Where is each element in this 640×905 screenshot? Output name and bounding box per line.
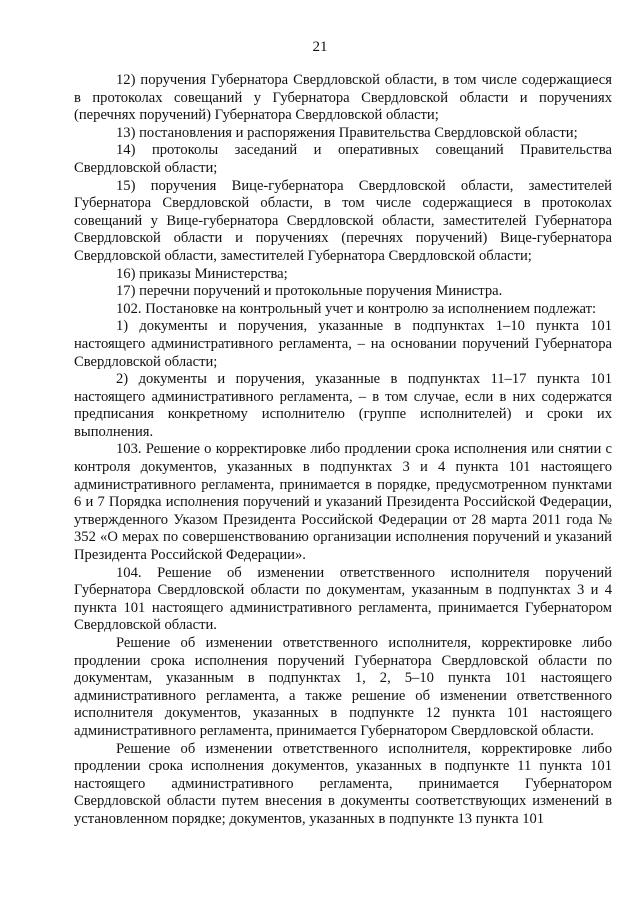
page-number: 21 bbox=[312, 39, 328, 55]
paragraph-clause-104: 104. Решение об изменении ответственного исполнителя поручений Губернатора Свердловской области по документам, указанным в подпунктах 3 и 4 пункта 101 настоящего административного регламента, принимается Губернатором Свердловской области. bbox=[74, 564, 612, 634]
paragraph-item-16: 16) приказы Министерства; bbox=[116, 265, 288, 282]
paragraph-item-15: 15) поручения Вице-губернатора Свердловской области, заместителей Губернатора Свердловской области, в том числе содержащиеся в протоколах совещаний у Вице-губернатора Свердловской области, заместителей Губернатора Свердловской области и поручениях (перечнях поручений) Вице-губернатора Свердловской области, заместителей Губернатора Свердловской области; bbox=[74, 177, 612, 264]
body-text bbox=[74, 72, 612, 829]
paragraph-item-13: 13) постановления и распоряжения Правительства Свердловской области; bbox=[116, 124, 578, 141]
paragraph-clause-102: 102. Постановке на контрольный учет и контролю за исполнением подлежат: bbox=[116, 300, 597, 317]
paragraph-clause-103: 103. Решение о корректировке либо продлении срока исполнения или снятии с контроля документов, указанных в подпунктах 3 и 4 пункта 101 настоящего административного регламента, принимается в порядке, предусмотренном пунктами 6 и 7 Порядка исполнения поручений и указаний Президента Российской Федерации, утвержденного Указом Президента Российской Федерации от 28 марта 2011 года № 352 «О мерах по совершенствованию организации исполнения поручений и указаний Президента Российской Федерации». bbox=[74, 441, 612, 564]
paragraph-item-17: 17) перечни поручений и протокольные поручения Министра. bbox=[116, 283, 503, 300]
paragraph-clause-102-1: 1) документы и поручения, указанные в подпунктах 1–10 пункта 101 настоящего административного регламента, – на основании поручений Губернатора Свердловской области; bbox=[74, 318, 612, 370]
paragraph-clause-104-b: Решение об изменении ответственного исполнителя, корректировке либо продлении срока исполнения поручений Губернатора Свердловской области по документам, указанным в подпунктах 1, 2, 5–10 пункта 101 настоящего административного регламента, а также решение об изменении ответственного исполнителя документов, указанных в подпункте 12 пункта 101 настоящего административного регламента, принимается Губернатором Свердловской области. bbox=[74, 635, 612, 739]
paragraph-item-12: 12) поручения Губернатора Свердловской области, в том числе содержащиеся в протоколах совещаний у Губернатора Свердловской области и поручениях (перечнях поручений) Губернатора Свердловской области; bbox=[74, 72, 612, 124]
paragraph-clause-104-c: Решение об изменении ответственного исполнителя, корректировке либо продлении срока исполнения документов, указанных в подпункте 11 пункта 101 настоящего административного регламента, принимается Губернатором Свердловской области путем внесения в документы соответствующих изменений в установленном порядке; документов, указанных в подпункте 13 пункта 101 bbox=[74, 740, 612, 827]
paragraph-item-14: 14) протоколы заседаний и оперативных совещаний Правительства Свердловской области; bbox=[74, 142, 612, 176]
paragraph-clause-102-2: 2) документы и поручения, указанные в подпунктах 11–17 пункта 101 настоящего административного регламента, – в том случае, если в них содержатся предписания конкретному исполнителю (группе исполнителей) и сроки их выполнения. bbox=[74, 371, 612, 440]
